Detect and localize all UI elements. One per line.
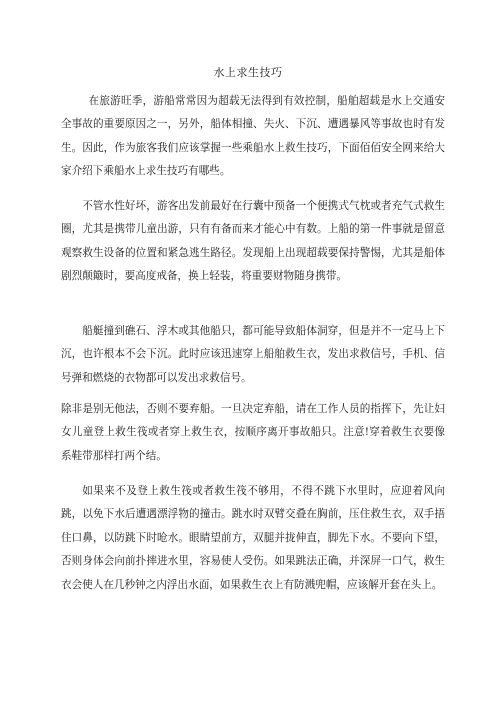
paragraph-abandon-ship: 除非是别无他法，否则不要弃船。一旦决定弃船，请在工作人员的指挥下，先让妇女儿童登上救生筏或者穿上救生衣，按顺序离开事故船只。注意!穿着救生衣要像系鞋带那样打两个结。 <box>61 403 445 462</box>
paragraph-jumping: 如果来不及登上救生筏或者救生筏不够用，不得不跳下水里时，应迎着风向跳，以免下水后遭遇漂浮物的撞击。跳水时双臂交叠在胸前，压住救生衣，双手捂住口鼻，以防跳下时呛水。眼睛望前方，双腿并拢伸直，脚先下水。不要向下望，否则身体会向前扑摔进水里，容易使人受伤。如果跳法正确，并深屏一口气，救生衣会使人在几秒钟之内浮出水面，如果救生衣上有防溅兜帽，应该解开套在头上。 <box>61 485 445 591</box>
paragraph-intro: 在旅游旺季，游船常常因为超载无法得到有效控制，船舶超载是水上交通安全事故的重要原因之一，另外，船体相撞、失火、下沉、遭遇暴风等事故也时有发生。因此，作为旅客我们应该掌握一些乘船水上救生技巧，下面佰佰安全网来给大家介绍下乘船水上求生技巧有哪些。 <box>61 95 445 178</box>
document-title: 水上求生技巧 <box>213 66 283 79</box>
paragraph-preparation: 不管水性好坏，游客出发前最好在行囊中预备一个便携式气枕或者充气式救生圈，尤其是携带儿童出游，只有有备而来才能心中有数。上船的第一件事就是留意观察救生设备的位置和紧急逃生路径。发现船上出现超载要保持警惕，尤其是船体剧烈颠簸时，要高度戒备，换上轻装，将重要财物随身携带。 <box>61 200 445 283</box>
paragraph-collision: 船艇撞到礁石、浮木或其他船只，都可能导致船体洞穿，但是并不一定马上下沉，也许根本不会下沉。此时应该迅速穿上船舶救生衣，发出求救信号，手机、信号弹和燃烧的衣物都可以发出求救信号。 <box>61 325 445 384</box>
